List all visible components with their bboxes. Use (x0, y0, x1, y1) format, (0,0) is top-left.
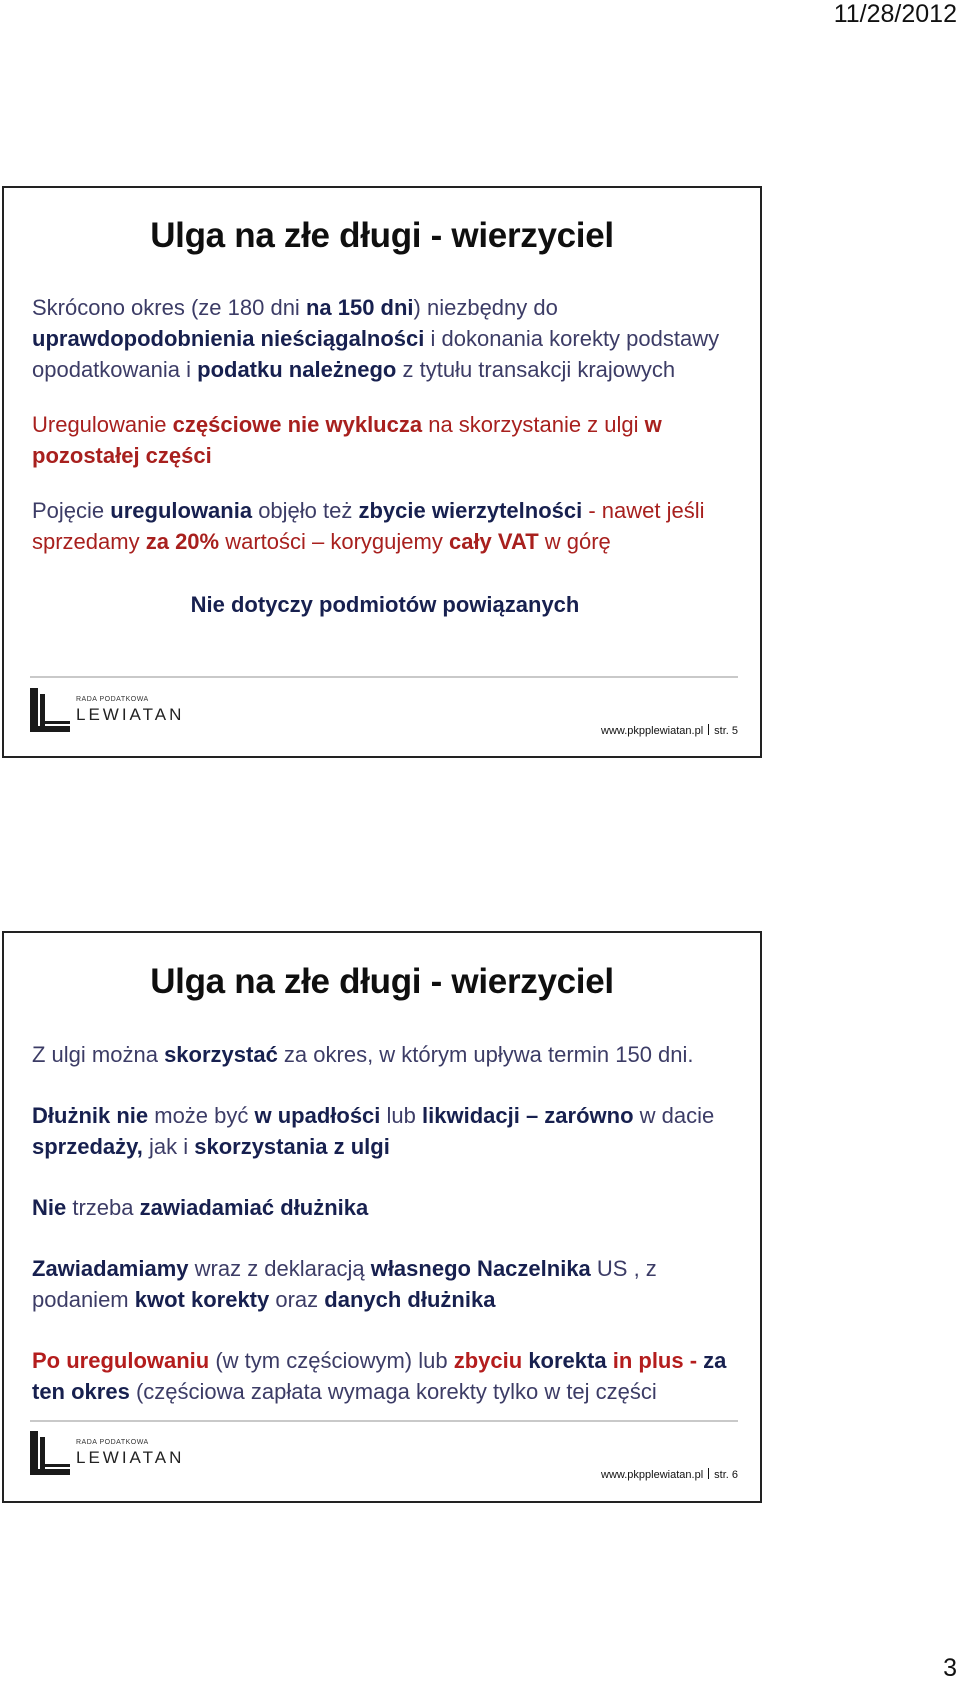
bold-span: skorzystania z ulgi (194, 1134, 390, 1159)
lewiatan-logo (28, 1431, 188, 1479)
paragraph-no-notification (32, 1192, 738, 1223)
text-span: (w tym częściowym) lub (209, 1348, 454, 1373)
bold-span: Dłużnik nie (32, 1103, 149, 1128)
bold-span: zawiadamiać dłużnika (139, 1195, 369, 1220)
text-span: objęło też (252, 498, 359, 523)
paragraph-correction-in-plus (32, 1345, 738, 1407)
lewiatan-logo-icon (28, 688, 72, 736)
bold-span: in plus - (612, 1348, 698, 1373)
slide-6 (2, 931, 762, 1503)
text-span: w dacie (633, 1103, 715, 1128)
text-span: (częściowa zapłata wymaga korekty tylko w tej części (129, 1379, 657, 1404)
text-span: ) niezbędny do (413, 295, 558, 320)
footer-url: www.pkpplewiatan.pl (601, 1469, 704, 1481)
text-span: Pojęcie (32, 498, 111, 523)
slide-body (32, 1039, 738, 1437)
logo-caption: RADA PODATKOWA (76, 1439, 149, 1446)
bold-span: za 20% (145, 529, 220, 554)
paragraph-shortened-period (32, 292, 738, 385)
bold-span: zbyciu (453, 1348, 523, 1373)
bold-span: uprawdopodobnienia nieściągalności (32, 326, 425, 351)
text-span: Uregulowanie (32, 412, 173, 437)
text-span: Z ulgi można (32, 1042, 165, 1067)
bold-span: Zawiadamiamy (32, 1256, 189, 1281)
bold-span: Nie dotyczy podmiotów powiązanych (190, 592, 580, 617)
bold-span: własnego Naczelnika (370, 1256, 591, 1281)
bold-span: za ten okres (32, 1348, 727, 1404)
text-span: i dokonania korekty podstawy opodatkowania i (32, 326, 720, 382)
text-span: Skrócono okres (ze 180 dni (32, 295, 306, 320)
paragraph-receivable-sale (32, 495, 738, 557)
text-span: może być (148, 1103, 255, 1128)
text-span: trzeba (66, 1195, 140, 1220)
logo-wordmark: LEWIATAN (76, 1448, 185, 1467)
slide-title: Ulga na złe długi - wierzyciel (150, 962, 614, 1001)
footer-divider (30, 1420, 738, 1422)
bold-span: kwot korekty (134, 1287, 270, 1312)
lewiatan-logo (28, 688, 188, 736)
page-date: 11/28/2012 (833, 0, 957, 28)
slide-footer (601, 1468, 738, 1481)
text-span: wartości – korygujemy (219, 529, 449, 554)
text-span: wraz z deklaracją (188, 1256, 371, 1281)
footer-separator (708, 724, 709, 735)
bold-span: Nie (32, 1195, 67, 1220)
bold-span: danych dłużnika (324, 1287, 496, 1312)
text-span: w górę (538, 529, 611, 554)
bold-span: likwidacji – zarówno (422, 1103, 634, 1128)
logo-caption: RADA PODATKOWA (76, 696, 149, 703)
slide-5 (2, 186, 762, 758)
bold-span: korekta (528, 1348, 607, 1373)
text-span: z tytułu transakcji krajowych (396, 357, 676, 382)
paragraph-notify-office (32, 1253, 738, 1315)
footer-page: str. 5 (714, 725, 738, 737)
footer-page: str. 6 (714, 1469, 738, 1481)
bold-span: zbycie wierzytelności (358, 498, 583, 523)
bold-span: Po uregulowaniu (32, 1348, 210, 1373)
paragraph-partial-payment (32, 409, 738, 471)
footer-url: www.pkpplewiatan.pl (601, 725, 704, 737)
text-span: - nawet jeśli sprzedamy (32, 498, 705, 554)
bold-span: na 150 dni (305, 295, 414, 320)
paragraph-debtor-status (32, 1100, 738, 1162)
slide-title: Ulga na złe długi - wierzyciel (150, 216, 614, 255)
bold-span: skorzystać (164, 1042, 278, 1067)
bold-span: podatku należnego (197, 357, 397, 382)
bold-span: w pozostałej części (32, 412, 662, 468)
text-span: US , z podaniem (32, 1256, 657, 1312)
bold-span: sprzedaży, (32, 1134, 143, 1159)
footer-divider (30, 676, 738, 678)
paragraph-related-entities (32, 589, 738, 620)
lewiatan-logo-icon (28, 1431, 72, 1479)
text-span: jak i (142, 1134, 195, 1159)
bold-span: w upadłości (254, 1103, 381, 1128)
text-span: oraz (269, 1287, 325, 1312)
text-span: lub (380, 1103, 423, 1128)
text-span: na skorzystanie z ulgi (422, 412, 645, 437)
slide-body (32, 292, 738, 644)
bold-span: częściowe nie wyklucza (172, 412, 423, 437)
text-span: za okres, w którym upływa termin 150 dni. (277, 1042, 694, 1067)
slide-footer (601, 724, 738, 737)
paragraph-relief-period (32, 1039, 738, 1070)
footer-separator (708, 1468, 709, 1479)
logo-wordmark: LEWIATAN (76, 705, 185, 724)
bold-span: cały VAT (448, 529, 539, 554)
bold-span: uregulowania (110, 498, 253, 523)
page-number: 3 (943, 1654, 957, 1682)
